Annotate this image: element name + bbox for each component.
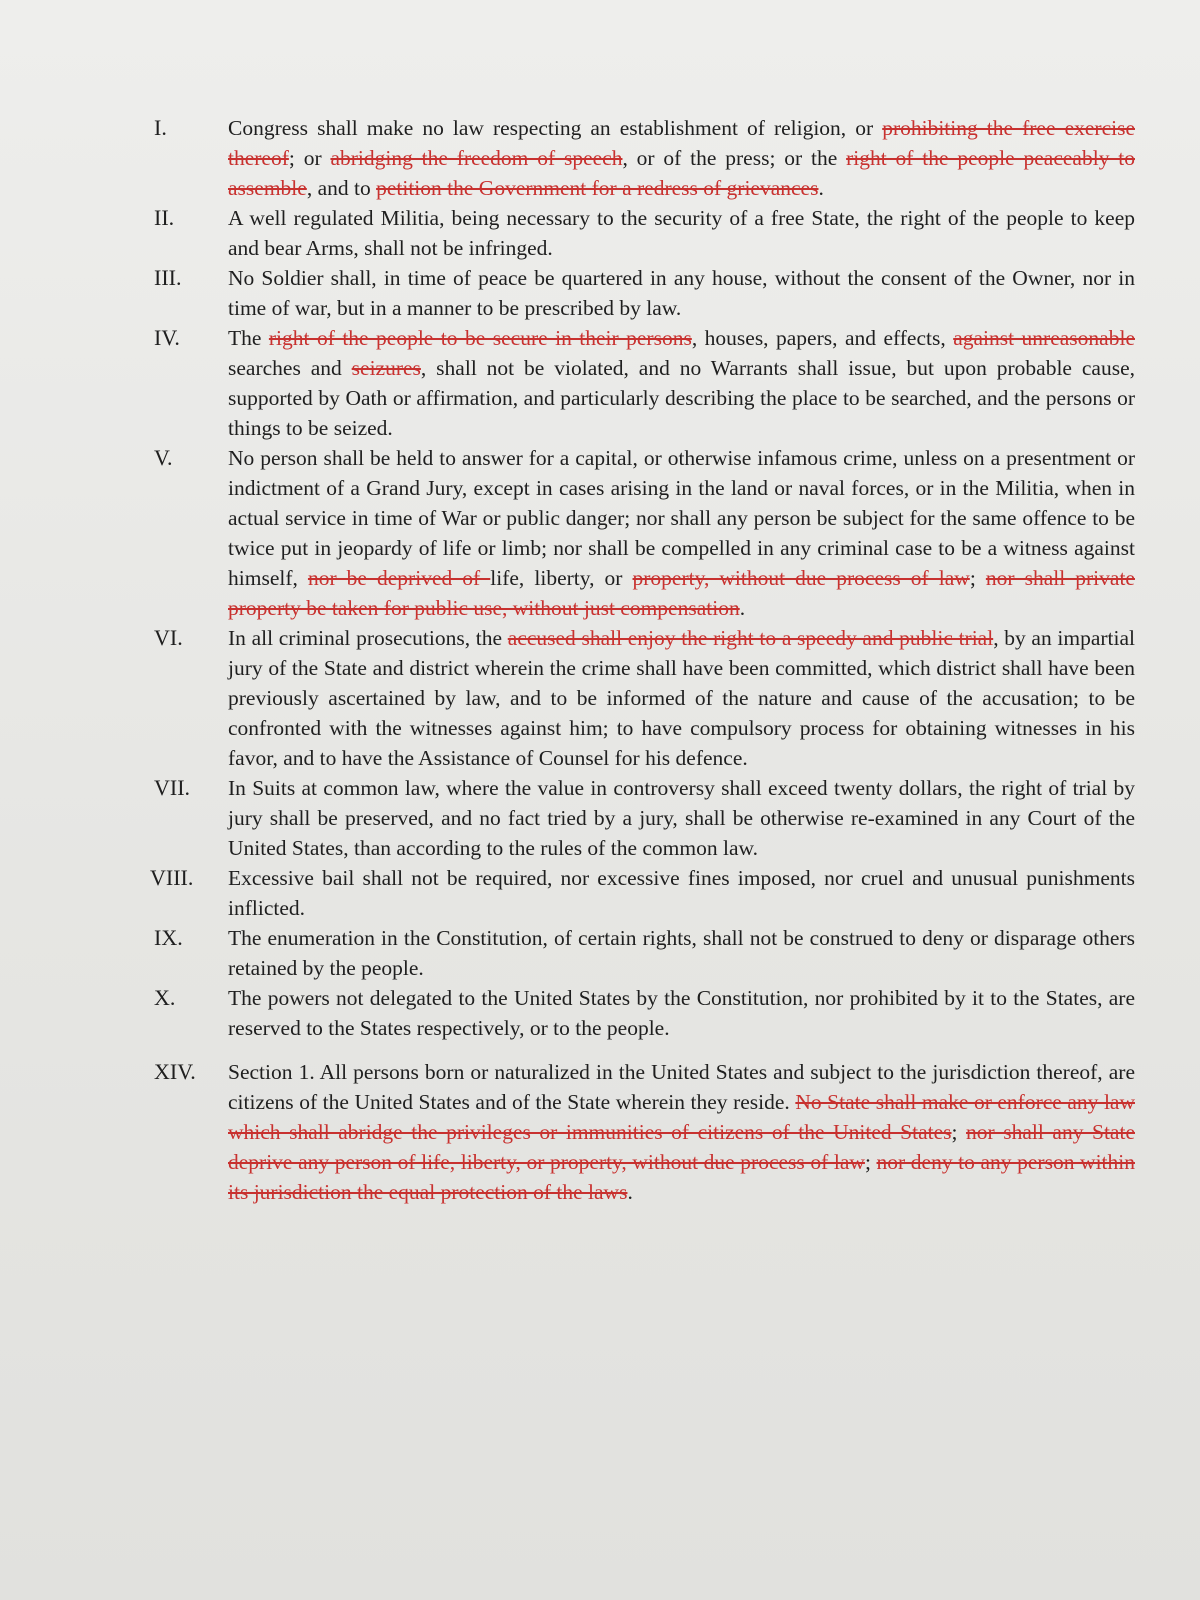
amendment-text [228,203,1135,263]
text-segment: , shall not be violated, and no Warrants shall issue, but upon probable cause, supported by Oath or affirmation, and particularly describing the place to be searched, and the persons or things to be seized. [228,356,1135,440]
amendment-text [228,323,1135,443]
struck-text-segment: right of the people to be secure in their persons [268,326,692,350]
amendment-1 [150,113,1135,203]
amendment-numeral: VI. [154,625,183,650]
text-segment: , by an impartial jury of the State and district wherein the crime shall have been committed, which district shall have been previously ascertained by law, and to be informed of the nature and cause of the accusation; to be confronted with the witnesses against him; to have compulsory process for obtaining witnesses in his favor, and to have the Assistance of Counsel for his defence. [228,626,1136,770]
text-segment: life, liberty, or [490,566,633,590]
text-segment: The enumeration in the Constitution, of certain rights, shall not be construed to deny or disparage others retained by the people. [228,926,1135,980]
amendment-text [228,623,1135,773]
text-segment: Section 1. All persons born or naturalized in the United States and subject to the jurisdiction thereof, are citizens of the United States and of the State wherein they reside. [228,1060,1135,1114]
amendment-numeral: VIII. [150,865,194,890]
amendment-numeral: V. [154,445,173,470]
text-segment: searches and [228,356,352,380]
text-segment: In all criminal prosecutions, the [228,626,508,650]
amendment-text [228,263,1135,323]
text-segment: ; or [288,146,331,170]
text-segment: ; [951,1120,967,1144]
struck-text-segment: accused shall enjoy the right to a speedy and public trial [507,626,994,650]
struck-text-segment: abridging the freedom of speech [330,146,623,170]
text-segment: . [739,596,746,620]
text-segment: No Soldier shall, in time of peace be quartered in any house, without the consent of the Owner, nor in time of war, but in a manner to be prescribed by law. [228,266,1135,320]
text-segment: ; [969,566,986,590]
struck-text-segment: No State shall make or enforce any law which shall abridge the privileges or immunities of citizens of the United States [228,1090,1135,1144]
amendment-text [228,863,1135,923]
text-segment: . [818,176,824,200]
amendment-numeral: II. [154,205,175,230]
struck-text-segment: seizures [351,356,421,380]
struck-text-segment: nor shall any State deprive any person of life, liberty, or property, without due process of law [228,1120,1135,1174]
amendment-5 [150,443,1135,623]
struck-text-segment: right of the people peaceably to assemble [228,146,1135,200]
amendment-text [228,923,1135,983]
struck-text-segment: property, without due process of law [632,566,970,590]
amendment-numeral: I. [154,115,167,140]
amendment-4 [150,323,1135,443]
amendment-numeral: VII. [154,775,191,800]
text-segment: No person shall be held to answer for a capital, or otherwise infamous crime, unless on a presentment or indictment of a Grand Jury, except in cases arising in the land or naval forces, or in the Militia, when in actual service in time of War or public danger; nor shall any person be subject for the same offence to be twice put in jeopardy of life or limb; nor shall be compelled in any criminal case to be a witness against himself, [228,446,1135,590]
text-segment: , houses, papers, and effects, [691,326,954,350]
amendment-text [228,1057,1135,1207]
amendment-10 [150,983,1135,1043]
amendment-14 [150,1057,1135,1207]
amendment-6 [150,623,1135,773]
text-segment: The powers not delegated to the United States by the Constitution, nor prohibited by it to the States, are reserved to the States respectively, or to the people. [228,986,1135,1040]
struck-text-segment: against unreasonable [953,326,1135,350]
text-segment: Excessive bail shall not be required, nor excessive fines imposed, nor cruel and unusual punishments inflicted. [228,866,1135,920]
struck-text-segment: prohibiting the free exercise thereof [228,116,1135,170]
amendment-9 [150,923,1135,983]
amendment-8 [150,863,1135,923]
amendment-list [150,113,1135,1207]
amendment-7 [150,773,1135,863]
struck-text-segment: petition the Government for a redress of grievances [376,176,819,200]
amendment-numeral: IX. [154,925,183,950]
struck-text-segment: nor shall private property be taken for public use, without just compensation [228,566,1135,620]
text-segment: . [627,1180,633,1204]
amendment-text [228,773,1135,863]
amendment-3 [150,263,1135,323]
text-segment: Congress shall make no law respecting an establishment of religion, or [228,116,883,140]
amendment-numeral: X. [154,985,176,1010]
amendment-numeral: XIV. [154,1059,196,1084]
text-segment: , and to [306,176,377,200]
amendment-text [228,443,1135,623]
amendment-text [228,113,1135,203]
text-segment: ; [864,1150,877,1174]
text-segment: In Suits at common law, where the value in controversy shall exceed twenty dollars, the right of trial by jury shall be preserved, and no fact tried by a jury, shall be otherwise re-examined in any Court of the United States, than according to the rules of the common law. [228,776,1135,860]
text-segment: The [228,326,269,350]
amendment-text [228,983,1135,1043]
amendment-2 [150,203,1135,263]
struck-text-segment: nor be deprived of [307,566,491,590]
amendment-numeral: IV. [154,325,180,350]
text-segment: A well regulated Militia, being necessary to the security of a free State, the right of the people to keep and bear Arms, shall not be infringed. [228,206,1135,260]
struck-text-segment: nor deny to any person within its jurisdiction the equal protection of the laws [228,1150,1135,1204]
text-segment: , or of the press; or the [622,146,847,170]
amendment-numeral: III. [154,265,182,290]
